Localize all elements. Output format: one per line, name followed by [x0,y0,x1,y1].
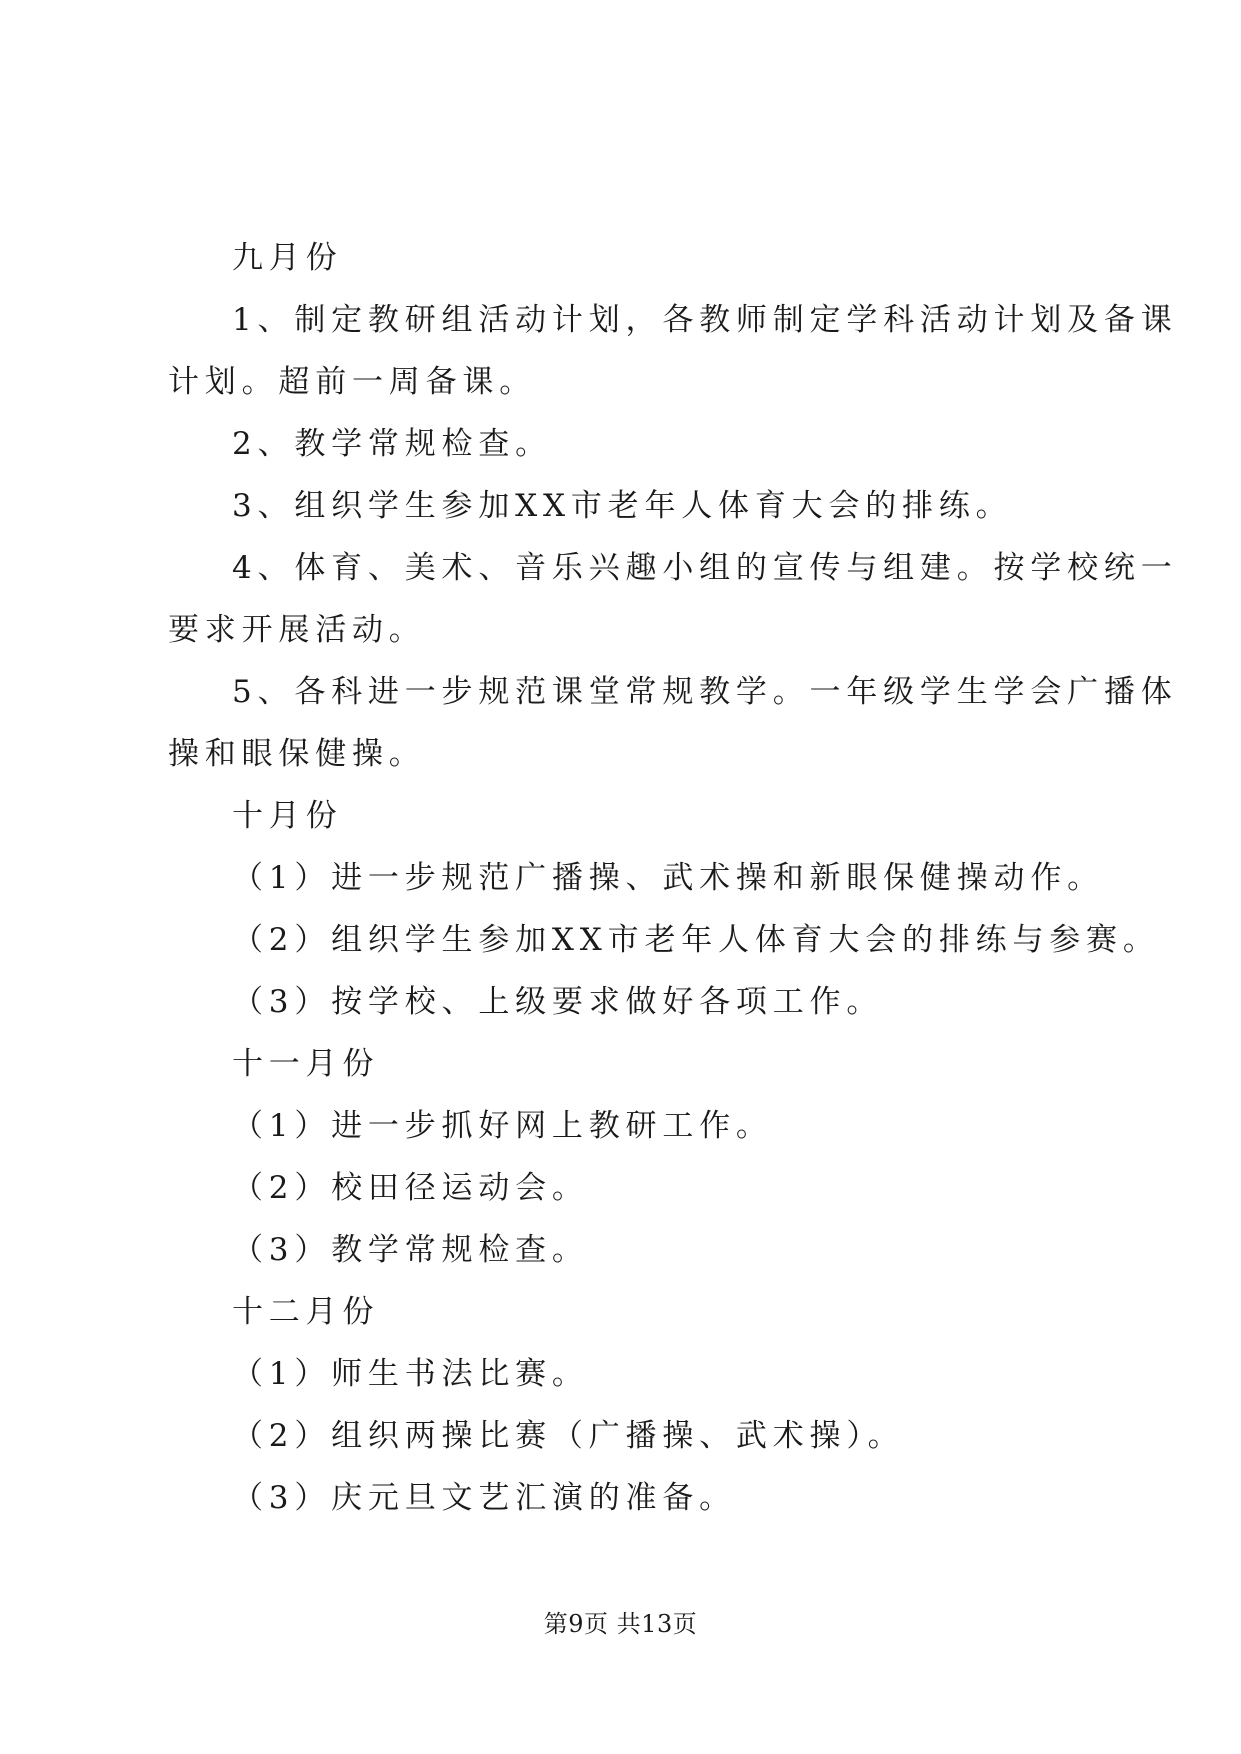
list-item: （3）教学常规检查。 [232,1232,589,1268]
heading-october: 十月份 [232,798,343,834]
paragraph-line: 计划。超前一周备课。 [168,364,536,400]
paragraph-line: 3、组织学生参加XX市老年人体育大会的排练。 [232,488,1013,524]
list-item: （1）进一步规范广播操、武术操和新眼保健操动作。 [232,860,1104,896]
paragraph-line: 2、教学常规检查。 [232,426,552,462]
list-item: （3）庆元旦文艺汇演的准备。 [232,1480,736,1516]
paragraph-line: 操和眼保健操。 [168,736,426,772]
paragraph-line: 要求开展活动。 [168,612,426,648]
heading-december: 十二月份 [232,1294,380,1330]
paragraph-line: 1、制定教研组活动计划，各教师制定学科活动计划及备课 [232,302,1178,338]
paragraph-line: 4、体育、美术、音乐兴趣小组的宣传与组建。按学校统一 [232,550,1178,586]
list-item: （1）师生书法比赛。 [232,1356,589,1392]
list-item: （1）进一步抓好网上教研工作。 [232,1108,773,1144]
page-footer: 第9页 共13页 [543,1610,698,1638]
list-item: （2）组织学生参加XX市老年人体育大会的排练与参赛。 [232,922,1160,958]
heading-november: 十一月份 [232,1046,380,1082]
list-item: （2）校田径运动会。 [232,1170,589,1206]
list-item: （2）组织两操比赛（广播操、武术操）。 [232,1418,905,1454]
paragraph-line: 5、各科进一步规范课堂常规教学。一年级学生学会广播体 [232,674,1178,710]
heading-september: 九月份 [232,240,343,276]
list-item: （3）按学校、上级要求做好各项工作。 [232,984,884,1020]
